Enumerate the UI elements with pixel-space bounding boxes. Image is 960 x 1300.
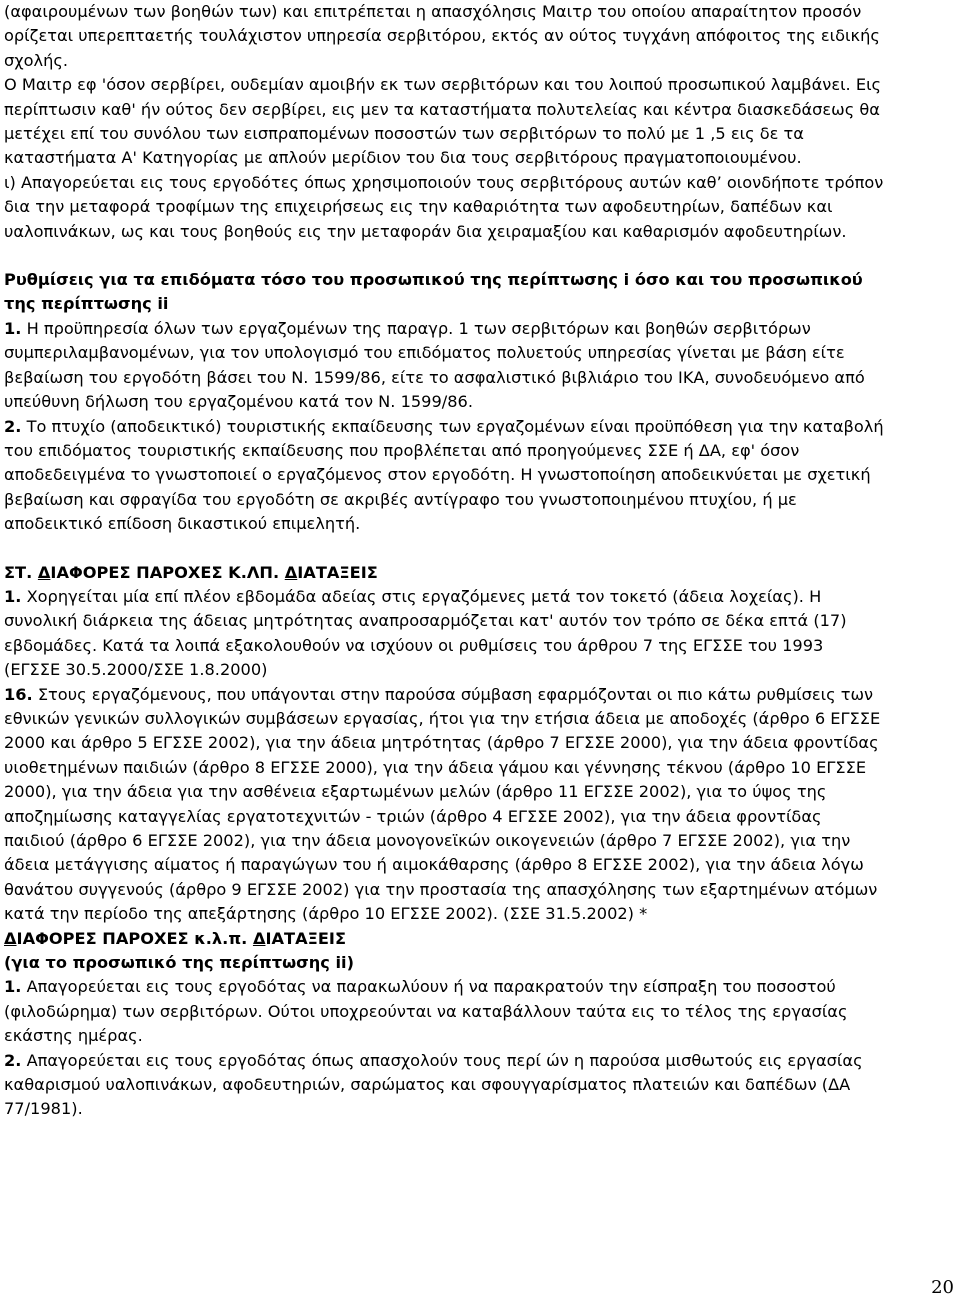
item-number: 1.	[4, 318, 22, 338]
document-body	[4, 0, 884, 1122]
paragraph-maitre-pay: Ο Μαιτρ εφ 'όσον σερβίρει, ουδεμίαν αμοιβήν εκ των σερβιτόρων και του λοιπού προσωπικού λαμβάνει. Εις περίπτωσιν καθ' ήν ούτος δεν σερβίρει, εις μεν τα καταστήματα πολυτελείας και κέντρα διασκεδάσεως θα μετέχει επί του συνόλου των εισπραπομένων ποσοστών των σερβιτόρων το πολύ με 1 ,5 εις δε τα καταστήματα Α' Κατηγορίας με απλούν μερίδιον του δια τους σερβιτόρους πραγματοποιουμένου.	[4, 75, 882, 168]
paragraph-maitre-intro: (αφαιρουμένων των βοηθών των) και επιτρέπεται η απασχόλησις Μαιτρ του οποίου απαραίτητον προσόν ορίζεται υπερεπταετής τουλάχιστον υπηρεσία σερβιτόρου, εκτός αν ούτος τυγχάνη απόφοιτος της ειδικής σχολής.	[4, 2, 880, 70]
page-number: 20	[931, 1277, 954, 1298]
item-number: 2.	[4, 1050, 22, 1070]
item-number: 1.	[4, 977, 22, 997]
paragraph-case-ii-1: 1. Απαγορεύεται εις τους εργοδότας να παρακωλύουν ή να παρακρατούν την είσπραξη του ποσοστού (φιλοδώρημα) των σερβιτόρων. Ούτοι υποχρεούνται να καταβάλλουν ταύτα εις το τέλος της εργασίας εκάστης ημέρας.	[4, 977, 848, 1046]
item-number: 1.	[4, 586, 22, 606]
paragraph-st-16: 16. Στους εργαζόμενους, που υπάγονται στην παρούσα σύμβαση εφαρμόζονται οι πιο κάτω ρυθμίσεις των εθνικών γενικών συλλογικών συμβάσεων εργασίας, ήτοι για την ετήσια άδεια με αποδοχές (άρθρο 6 ΕΓΣΣΕ 2000 και άρθρο 5 ΕΓΣΣΕ 2002), για την άδεια μητρότητας (άρθρο 7 ΕΓΣΣΕ 2000), για την άδεια φροντίδας υιοθετημένων παιδιών (άρθρο 8 ΕΓΣΣΕ 2000), για την άδεια γάμου και γέννησης τέκνου (άρθρο 10 ΕΓΣΣΕ 2000), για την άδεια για την ασθένεια εξαρτωμένων μελών (άρθρο 11 ΕΓΣΣΕ 2002), για το ύψος της αποζημίωσης καταγγελίας εργατοτεχνιτών - τριών (άρθρο 4 ΕΓΣΣΕ 2002), για την άδεια φροντίδας παιδιού (άρθρο 6 ΕΓΣΣΕ 2002), για την άδεια μονογονεϊκών οικογενειών (άρθρο 7 ΕΓΣΣΕ 2002), για την άδεια μετάγγισης αίματος ή παραγώγων του ή αιμοκάθαρσης (άρθρο 8 ΕΓΣΣΕ 2002), για την άδεια λόγω θανάτου συγγενούς (άρθρο 9 ΕΓΣΣΕ 2002) για την προστασία της απασχόλησης των εξαρτημένων ατόμων κατά την περίοδο της απεξάρτησης (άρθρο 10 ΕΓΣΣΕ 2002). (ΣΣΕ 31.5.2002) *	[4, 684, 881, 924]
section-heading-other-provisions: ΔΙΑΦΟΡΕΣ ΠΑΡΟΧΕΣ κ.λ.π. ΔΙΑΤΑΞΕΙΣ	[4, 928, 346, 948]
paragraph-st-1: 1. Χορηγείται μία επί πλέον εβδομάδα αδείας στις εργαζόμενες μετά τον τοκετό (άδεια λοχείας). Η συνολική διάρκεια της άδειας μητρότητας αναπροσαρμόζεται κατ' αυτόν τον τρόπο σε δέκα επτά (17) εβδομάδες. Κατά τα λοιπά εξακολουθούν να ισχύουν οι ρυθμίσεις του άρθρου 7 της ΕΓΣΣΕ του 1993 (ΕΓΣΣΕ 30.5.2000/ΣΣΕ 1.8.2000)	[4, 586, 847, 680]
section-heading-st: ΣΤ. ΔΙΑΦΟΡΕΣ ΠΑΡΟΧΕΣ Κ.ΛΠ. ΔΙΑΤΑΞΕΙΣ	[4, 562, 378, 582]
spacer	[4, 244, 884, 268]
spacer	[4, 537, 884, 561]
paragraph-allowance-1: 1. Η προϋπηρεσία όλων των εργαζομένων της παραγρ. 1 των σερβιτόρων και βοηθών σερβιτόρων συμπεριλαμβανομένων, για τον υπολογισμό του επιδόματος πολυετούς υπηρεσίας γίνεται με βάση είτε βεβαίωση του εργοδότη βάσει του Ν. 1599/86, είτε το ασφαλιστικό βιβλιάριο του ΙΚΑ, συνοδευόμενο από υπεύθυνη δήλωση του εργαζομένου κατά τον Ν. 1599/86.	[4, 318, 865, 412]
section-heading-allowances: Ρυθμίσεις για τα επιδόματα τόσο του προσωπικού της περίπτωσης i όσο και του προσωπικού της περίπτωσης ii	[4, 270, 863, 314]
paragraph-allowance-2: 2. Το πτυχίο (αποδεικτικό) τουριστικής εκπαίδευσης των εργαζομένων είναι προϋπόθεση για την καταβολή του επιδόματος τουριστικής εκπαίδευσης που προβλέπεται από προηγούμενες ΣΣΕ ή ΔΑ, εφ' όσον αποδεδειγμένα το γνωστοποιεί ο εργαζόμενος στον εργοδότη. Η γνωστοποίηση αποδεικνύεται με σχετική βεβαίωση και σφραγίδα του εργοδότη σε ακριβές αντίγραφο του γνωστοποιημένου πτυχίου, ή με αποδεικτικό επίδοση δικαστικού επιμελητή.	[4, 416, 884, 534]
section-subheading-case-ii: (για το προσωπικό της περίπτωσης ii)	[4, 953, 354, 973]
paragraph-item-iota: ι) Απαγορεύεται εις τους εργοδότες όπως χρησιμοποιούν τους σερβιτόρους αυτών καθ’ οιονδήποτε τρόπον δια την μεταφορά τροφίμων της επιχειρήσεως εις την καθαριότητα των αφοδευτηρίων, δαπέδων και υαλοπινάκων, ως και τους βοηθούς εις την μεταφοράν δια χειραμαξίου και καθαρισμόν αφοδευτηρίων.	[4, 172, 884, 241]
item-number: 2.	[4, 416, 22, 436]
paragraph-case-ii-2: 2. Απαγορεύεται εις τους εργοδότας όπως απασχολούν τους περί ών η παρούσα μισθωτούς εις εργασίας καθαρισμού υαλοπινάκων, αφοδευτηριών, σαρώματος και σφουγγαρίσματος πλατειών και δαπέδων (ΔΑ 77/1981).	[4, 1050, 863, 1119]
item-number: 16.	[4, 684, 33, 704]
heading-prefix: ΣΤ.	[4, 562, 38, 582]
